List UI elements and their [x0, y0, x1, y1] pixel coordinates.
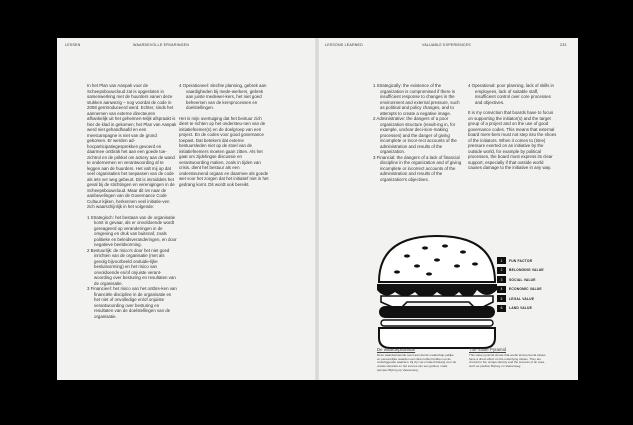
caption-title: The Value Pyramid [469, 347, 507, 352]
list-item: 1 Strategisch: het bestaan van de organisatie komt in gevaar, als er onvoldoende wordt gereageerd op veranderingen in de omgeving en druk van buitenaf, zoals politieke en beleidsveranderingen, en door negatieve beeldvorming. [87, 214, 177, 247]
patty-layer [379, 306, 495, 318]
list-item: 4 Operational: poor planning, lack of skills in employees, lack of suitable staff, insufficient control over core processes and objectives. [468, 83, 554, 105]
legend-item [497, 285, 544, 295]
pyramid-legend [497, 256, 544, 313]
right-column-2 [468, 83, 558, 176]
running-head-left: LESSEN [65, 43, 81, 47]
legend-label: ECONOMIC VALUE [509, 287, 542, 292]
conclusion-paragraph: It is my conviction that boards have to focus on supporting the initiator(s) and the target group of a project and on the use of good governance codes. This means that external board mem-bers must not step into the shoes of the initiators. When it comes to (time) pressure exerted on an initiative by the outside world, for example by political processes, the board must express its clear support, especially if that outside world causes damage to the initiative in any way. [468, 110, 557, 170]
legend-key: 3 [497, 276, 506, 283]
list-item: 3 Financial: the dangers of a lack of financial discipline in the organization and of giving incomplete or incorrect accounts of the administration and results of the organization's objectives. [373, 154, 462, 182]
tomato-layer [381, 320, 493, 326]
caption-text: This value pyramid shows that social and personal values have a direct effect on the underlying values. They are crucial for the unique identity and the success of an area, such as pavilion Bijzorg on Vaarenweg. [469, 352, 546, 369]
caption-english [469, 348, 549, 369]
intro-paragraph: In het Plan van Aanpak voor de Scheepsbouwcloud zat is opgesloten in samenwerking met de huurders vanen deze stukken aanwezig – nog voordat de code in 2008 geïntroduceerd werd. Echter, sinds het aannemen van externe directeuren afhankelijk uit het geheimen-telijk afspraakt is hier de klad in gekomen; het Plan van Aanpak werd niet gehandhaafd en een meetcampagne is niet van de grond gekomen. Er werden ad-hocparticipatiegesprekken gevoerd en daarmee ontbrak het aan een goede toe-zichtrol en de prikkel om actiery aan de wand te ondernemen en verantwoording af te leggen aan de huurders. Het valt mij op dat veel organisaties het toepassen van de code als iets ver weg gebeurt. Dit is immiddels het geval bij de stichtingen en verenigingen in de Scheepsbouwcloud. Maar dit ivs naar de aanbevelingen van de Governance Code Cultuur kijken, herkennen veel initiatie-ven zich waarschijnlijk in het volgende: [87, 83, 177, 209]
legend-label: LAND VALUE [509, 306, 533, 311]
running-head-section: VALUABLE EXPERIENCES [422, 43, 471, 47]
list-item: 2 Bestuurlijk: de risico's door het niet goed inrichten van de organisatie (met als gevolg bijvoorbeeld onduide-lijke besluitvorming) en het risico van onvoldoende en/of onjuiste verant-woording over besturing en resultaten van de organisatie. [87, 247, 176, 286]
risk-list-continued [179, 83, 269, 111]
right-page [317, 38, 578, 380]
caption-text: Deze waardepiramide toont aan dat de maatschap-pelijke en persoonlijke waarden een direct effect hebben op de onderliggende waarden. Zij zijn ver-minderd belang voor de unieke identiteit en het succes van een gebied, zoals pampus Bijzorg op Vaarenweg. [377, 352, 457, 372]
left-page [57, 38, 317, 380]
legend-key: 2 [497, 267, 506, 274]
left-column-1 [87, 83, 177, 319]
book-spread [57, 38, 578, 380]
legend-label: LEGAL VALUE [509, 296, 535, 301]
right-column-1 [373, 83, 465, 182]
page-number: 233 [560, 43, 567, 47]
legend-key: 1 [497, 257, 506, 264]
legend-label: FUN FACTOR [509, 258, 533, 263]
list-item: 3 Financieel: het risico van het ontbre-ken van financiële discipline in de organisatie en het niet of onvolledige en/of onjuiste verantwoording over besturing en resultaten van de doelstellingen van de organisatie. [87, 286, 177, 319]
running-head-section: WAARDEVOLLE ERVARINGEN [133, 43, 190, 47]
legend-key: 6 [497, 305, 506, 312]
risk-list-continued [468, 83, 558, 105]
legend-item [497, 256, 544, 266]
legend-item [497, 294, 544, 304]
bottom-bun [379, 328, 495, 348]
legend-item [497, 275, 544, 285]
legend-key: 5 [497, 295, 506, 302]
left-column-2 [179, 83, 269, 192]
caption-dutch [377, 348, 457, 373]
list-item: 2 Administrative: the dangers of a poor organization structure (result-ing in, for example, unclear deci-sion-making processes) and the danger of giving incomplete or incor-rect accounts of the administration and results of the organization. [373, 116, 457, 154]
running-head-left: LESSONS LEARNED [325, 43, 363, 47]
list-item: 1 Strategically: the existence of the organization is compromised if there is insufficient response to changes in the environment and external pressure, such as political and policy changes, and to attempts to create a negative image. [373, 83, 460, 116]
conclusion-paragraph: Het is mijn overtuiging dat het bestuur zich dient te richten op het ondersteu-nen van de initiatiefnemer(s) en de doelgroep van een project. En de codes voor good governance toepast. Dat betekent dat externe bestuursleden niet op de stoel van de initiatiefnemers moeten gaan zitten. Als het gaat om zijdelingse discussie en verantwoording maken, zoals in tijden van crisis, dient het bestuur als een ondersteunend orgaan en daarmee als goede wet voor het zorgen dat het initiatief niet in het gedrang komt. Dit wordt ook bereikt. [179, 115, 269, 187]
risk-list [373, 83, 465, 182]
legend-key: 4 [497, 286, 506, 293]
caption-title: De waardepiramide [377, 347, 416, 352]
legend-label: SOCIAL VALUE [509, 277, 536, 282]
legend-label: BELONGING VALUE [509, 268, 544, 273]
legend-item [497, 304, 544, 314]
risk-list [87, 215, 177, 320]
legend-item [497, 266, 544, 276]
list-item: 4 Operationeel: slechte planning, gebrek aan vaardigheden bij mede-werkers, gebrek aan juiste medewer-kers, het niet goed beheersen van de kernprocessen en doelstellingen. [179, 83, 267, 110]
